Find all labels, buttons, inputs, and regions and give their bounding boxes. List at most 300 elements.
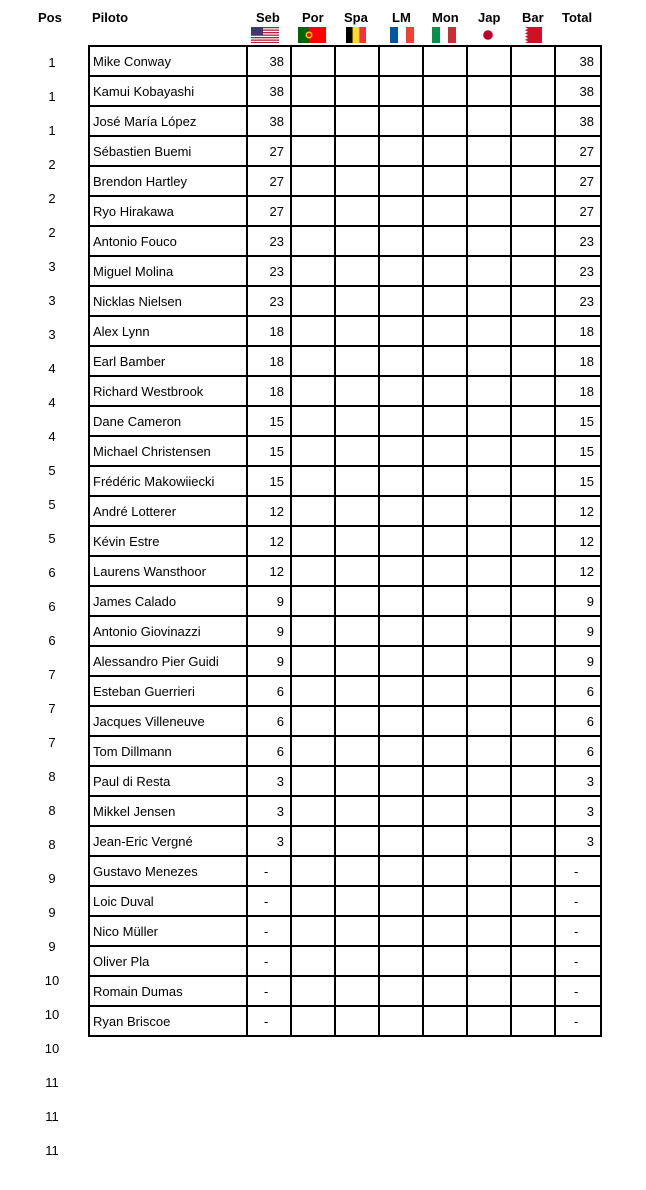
points-cell-empty [423,586,467,616]
points-cell-seb: 15 [247,466,291,496]
total-points-cell: 38 [555,106,601,136]
points-cell-empty [291,76,335,106]
points-cell-empty [423,406,467,436]
japan-flag-icon [476,27,500,43]
points-cell-empty [467,496,511,526]
position-label: 6 [48,599,56,614]
points-cell-empty [467,706,511,736]
points-cell-empty [511,886,555,916]
table-row [89,136,601,166]
total-points-cell: 6 [555,706,601,736]
table-row [89,736,601,766]
table-row [89,556,601,586]
header-round-seb: Seb [256,10,280,25]
total-points-cell: 27 [555,136,601,166]
points-cell-empty [511,46,555,76]
points-cell-empty [291,136,335,166]
points-cell-empty [511,1006,555,1036]
points-cell-empty [423,376,467,406]
table-row [89,226,601,256]
position-label: 6 [48,633,56,648]
driver-name-cell: Loic Duval [89,886,247,916]
driver-name-cell: Dane Cameron [89,406,247,436]
driver-name-cell: André Lotterer [89,496,247,526]
points-cell-empty [467,196,511,226]
points-cell-empty [291,706,335,736]
points-cell-empty [467,406,511,436]
points-cell-empty [423,226,467,256]
points-cell-seb: 23 [247,256,291,286]
france-flag-icon [390,27,414,43]
belgium-flag-icon [346,27,366,43]
points-cell-empty [291,466,335,496]
points-cell-empty [379,436,423,466]
usa-flag-icon [251,27,279,43]
points-cell-empty [423,196,467,226]
points-cell-empty [379,676,423,706]
total-points-cell: 18 [555,316,601,346]
points-cell-seb: 9 [247,646,291,676]
points-cell-empty [467,616,511,646]
points-cell-empty [379,766,423,796]
table-row [89,376,601,406]
points-cell-empty [379,46,423,76]
position-label: 10 [44,1007,60,1022]
points-cell-empty [423,646,467,676]
position-label: 3 [48,293,56,308]
points-cell-empty [335,106,379,136]
points-cell-empty [335,826,379,856]
driver-name-cell: Gustavo Menezes [89,856,247,886]
points-cell-seb: - [247,856,291,886]
points-cell-empty [379,316,423,346]
driver-name-cell: José María López [89,106,247,136]
points-cell-empty [291,226,335,256]
table-row [89,796,601,826]
points-cell-empty [291,316,335,346]
italy-flag-icon [432,27,456,43]
table-row [89,436,601,466]
points-cell-empty [423,826,467,856]
position-label: 10 [44,973,60,988]
points-cell-empty [335,856,379,886]
points-cell-empty [335,376,379,406]
points-cell-seb: - [247,946,291,976]
points-cell-empty [335,766,379,796]
driver-name-cell: Richard Westbrook [89,376,247,406]
points-cell-seb: 27 [247,136,291,166]
position-label: 2 [48,191,56,206]
table-row [89,106,601,136]
points-cell-empty [467,76,511,106]
points-cell-empty [379,196,423,226]
table-row [89,166,601,196]
driver-name-cell: Antonio Giovinazzi [89,616,247,646]
points-cell-empty [335,256,379,286]
table-row [89,196,601,226]
points-cell-empty [467,916,511,946]
points-cell-empty [423,76,467,106]
points-cell-empty [423,256,467,286]
position-label: 3 [48,259,56,274]
points-cell-empty [291,256,335,286]
points-cell-empty [335,586,379,616]
points-cell-empty [423,1006,467,1036]
driver-name-cell: Oliver Pla [89,946,247,976]
points-cell-empty [511,466,555,496]
points-cell-seb: 27 [247,196,291,226]
points-cell-seb: 6 [247,676,291,706]
position-label: 8 [48,769,56,784]
points-cell-empty [335,406,379,436]
points-cell-empty [423,796,467,826]
points-cell-empty [511,946,555,976]
points-cell-empty [335,466,379,496]
points-cell-seb: 3 [247,796,291,826]
points-cell-empty [335,706,379,736]
points-cell-empty [379,616,423,646]
table-row [89,646,601,676]
total-points-cell: 12 [555,496,601,526]
points-cell-empty [511,316,555,346]
driver-name-cell: Nicklas Nielsen [89,286,247,316]
points-cell-empty [291,796,335,826]
total-points-cell: 23 [555,226,601,256]
position-label: 4 [48,395,56,410]
points-cell-empty [511,646,555,676]
header-round-mon: Mon [432,10,459,25]
points-cell-empty [291,586,335,616]
points-cell-empty [379,736,423,766]
total-points-cell: - [555,886,601,916]
points-cell-empty [291,736,335,766]
points-cell-empty [467,1006,511,1036]
total-points-cell: - [555,946,601,976]
driver-name-cell: Nico Müller [89,916,247,946]
points-cell-empty [423,976,467,1006]
header-round-por: Por [302,10,324,25]
points-cell-empty [379,226,423,256]
position-label: 9 [48,905,56,920]
header-driver: Piloto [92,10,129,25]
points-cell-empty [511,826,555,856]
points-cell-seb: 23 [247,226,291,256]
points-cell-empty [467,136,511,166]
points-cell-empty [467,526,511,556]
points-cell-empty [511,976,555,1006]
points-cell-empty [335,166,379,196]
position-label: 11 [45,1109,59,1124]
points-cell-empty [335,1006,379,1036]
points-cell-empty [335,286,379,316]
points-cell-empty [423,676,467,706]
driver-name-cell: Romain Dumas [89,976,247,1006]
points-cell-empty [467,286,511,316]
points-cell-seb: 6 [247,736,291,766]
portugal-flag-icon [298,27,326,43]
driver-name-cell: Mike Conway [89,46,247,76]
total-points-cell: 3 [555,826,601,856]
points-cell-empty [335,616,379,646]
total-points-cell: 6 [555,676,601,706]
points-cell-seb: 38 [247,46,291,76]
driver-name-cell: Frédéric Makowiiecki [89,466,247,496]
points-cell-empty [467,646,511,676]
points-cell-empty [379,826,423,856]
position-label: 6 [48,565,56,580]
points-cell-empty [379,946,423,976]
points-cell-empty [467,736,511,766]
points-cell-empty [467,766,511,796]
position-label: 5 [48,497,56,512]
points-cell-empty [291,856,335,886]
total-points-cell: - [555,1006,601,1036]
table-row [89,496,601,526]
points-cell-empty [511,226,555,256]
points-cell-empty [467,796,511,826]
position-label: 8 [48,837,56,852]
position-label: 11 [45,1143,59,1158]
points-cell-empty [379,586,423,616]
points-cell-empty [291,346,335,376]
points-cell-empty [467,106,511,136]
points-cell-empty [423,856,467,886]
position-label: 1 [48,55,56,70]
table-row [89,766,601,796]
total-points-cell: 12 [555,526,601,556]
total-points-cell: 9 [555,616,601,646]
points-cell-empty [291,616,335,646]
points-cell-empty [511,106,555,136]
driver-name-cell: Miguel Molina [89,256,247,286]
position-label: 9 [48,871,56,886]
table-row [89,346,601,376]
points-cell-empty [511,196,555,226]
position-label: 5 [48,531,56,546]
driver-name-cell: Alex Lynn [89,316,247,346]
points-cell-empty [511,406,555,436]
points-cell-empty [511,556,555,586]
points-cell-empty [379,466,423,496]
points-cell-empty [423,316,467,346]
points-cell-empty [467,556,511,586]
points-cell-empty [379,796,423,826]
table-row [89,466,601,496]
points-cell-empty [291,436,335,466]
points-cell-empty [379,376,423,406]
header-round-spa: Spa [344,10,368,25]
points-cell-seb: 12 [247,496,291,526]
total-points-cell: - [555,856,601,886]
points-cell-empty [291,406,335,436]
driver-name-cell: Tom Dillmann [89,736,247,766]
driver-name-cell: Ryan Briscoe [89,1006,247,1036]
points-cell-empty [423,136,467,166]
points-cell-seb: 15 [247,436,291,466]
points-cell-empty [423,286,467,316]
points-cell-empty [467,586,511,616]
points-cell-empty [335,46,379,76]
position-label: 3 [48,327,56,342]
driver-name-cell: Alessandro Pier Guidi [89,646,247,676]
points-cell-empty [291,286,335,316]
points-cell-seb: 18 [247,376,291,406]
points-cell-seb: - [247,916,291,946]
points-cell-empty [467,256,511,286]
driver-name-cell: Michael Christensen [89,436,247,466]
table-row [89,526,601,556]
points-cell-empty [423,556,467,586]
points-cell-empty [379,526,423,556]
points-cell-empty [335,76,379,106]
points-cell-empty [511,346,555,376]
points-cell-seb: 15 [247,406,291,436]
points-cell-seb: 38 [247,76,291,106]
points-cell-seb: 12 [247,526,291,556]
points-cell-empty [467,316,511,346]
points-cell-empty [379,556,423,586]
points-cell-empty [467,886,511,916]
points-cell-empty [511,706,555,736]
points-cell-empty [335,796,379,826]
driver-name-cell: Sébastien Buemi [89,136,247,166]
table-row [89,406,601,436]
points-cell-empty [291,826,335,856]
driver-name-cell: Earl Bamber [89,346,247,376]
points-cell-empty [379,886,423,916]
table-row [89,1006,601,1036]
driver-name-cell: Ryo Hirakawa [89,196,247,226]
table-row [89,826,601,856]
points-cell-empty [379,706,423,736]
table-row [89,856,601,886]
points-cell-empty [335,346,379,376]
driver-name-cell: Mikkel Jensen [89,796,247,826]
points-cell-empty [423,526,467,556]
position-label: 7 [48,735,56,750]
points-cell-empty [511,136,555,166]
points-cell-empty [335,886,379,916]
header-round-bar: Bar [522,10,544,25]
points-cell-empty [379,406,423,436]
points-cell-empty [335,736,379,766]
header-round-lm: LM [392,10,411,25]
total-points-cell: 23 [555,256,601,286]
total-points-cell: - [555,976,601,1006]
points-cell-empty [511,376,555,406]
points-cell-seb: 3 [247,766,291,796]
position-label: 2 [48,225,56,240]
points-cell-empty [335,946,379,976]
points-cell-empty [423,946,467,976]
points-cell-empty [335,436,379,466]
table-row [89,946,601,976]
points-cell-seb: 12 [247,556,291,586]
points-cell-empty [423,736,467,766]
points-cell-empty [423,46,467,76]
points-cell-empty [291,106,335,136]
points-cell-empty [379,76,423,106]
points-cell-seb: 9 [247,616,291,646]
table-row [89,316,601,346]
points-cell-empty [467,976,511,1006]
points-cell-empty [335,916,379,946]
points-cell-empty [423,466,467,496]
table-row [89,76,601,106]
table-row [89,616,601,646]
points-cell-empty [511,286,555,316]
points-cell-empty [423,766,467,796]
points-cell-empty [467,436,511,466]
total-points-cell: 38 [555,46,601,76]
points-cell-empty [335,136,379,166]
points-cell-empty [511,496,555,526]
position-label: 10 [44,1041,60,1056]
driver-name-cell: Paul di Resta [89,766,247,796]
points-cell-empty [511,916,555,946]
points-cell-empty [467,856,511,886]
points-cell-empty [335,196,379,226]
position-label: 1 [48,123,56,138]
header-total: Total [562,10,593,25]
points-cell-empty [511,736,555,766]
table-row [89,676,601,706]
points-cell-empty [291,916,335,946]
position-label: 8 [48,803,56,818]
table-row [89,916,601,946]
driver-name-cell: Jacques Villeneuve [89,706,247,736]
points-cell-empty [335,316,379,346]
points-cell-empty [379,646,423,676]
total-points-cell: 6 [555,736,601,766]
points-cell-seb: - [247,976,291,1006]
points-cell-empty [335,226,379,256]
points-cell-seb: 6 [247,706,291,736]
position-label: 9 [48,939,56,954]
points-cell-empty [335,976,379,1006]
points-cell-empty [291,556,335,586]
driver-name-cell: Esteban Guerrieri [89,676,247,706]
points-cell-empty [467,226,511,256]
points-cell-empty [511,526,555,556]
table-row [89,706,601,736]
driver-name-cell: Kévin Estre [89,526,247,556]
position-label: 4 [48,361,56,376]
driver-name-cell: Antonio Fouco [89,226,247,256]
points-cell-seb: - [247,886,291,916]
points-cell-empty [511,256,555,286]
points-cell-empty [291,976,335,1006]
total-points-cell: 23 [555,286,601,316]
points-cell-empty [467,46,511,76]
header-pos: Pos [38,10,62,25]
position-label: 7 [48,667,56,682]
table-row [89,976,601,1006]
total-points-cell: 12 [555,556,601,586]
total-points-cell: 3 [555,796,601,826]
total-points-cell: 18 [555,376,601,406]
points-cell-empty [379,496,423,526]
total-points-cell: 27 [555,166,601,196]
position-label: 1 [48,89,56,104]
points-cell-empty [511,436,555,466]
total-points-cell: 38 [555,76,601,106]
points-cell-empty [379,166,423,196]
points-cell-empty [511,856,555,886]
points-cell-empty [291,766,335,796]
total-points-cell: 18 [555,346,601,376]
table-row [89,46,601,76]
